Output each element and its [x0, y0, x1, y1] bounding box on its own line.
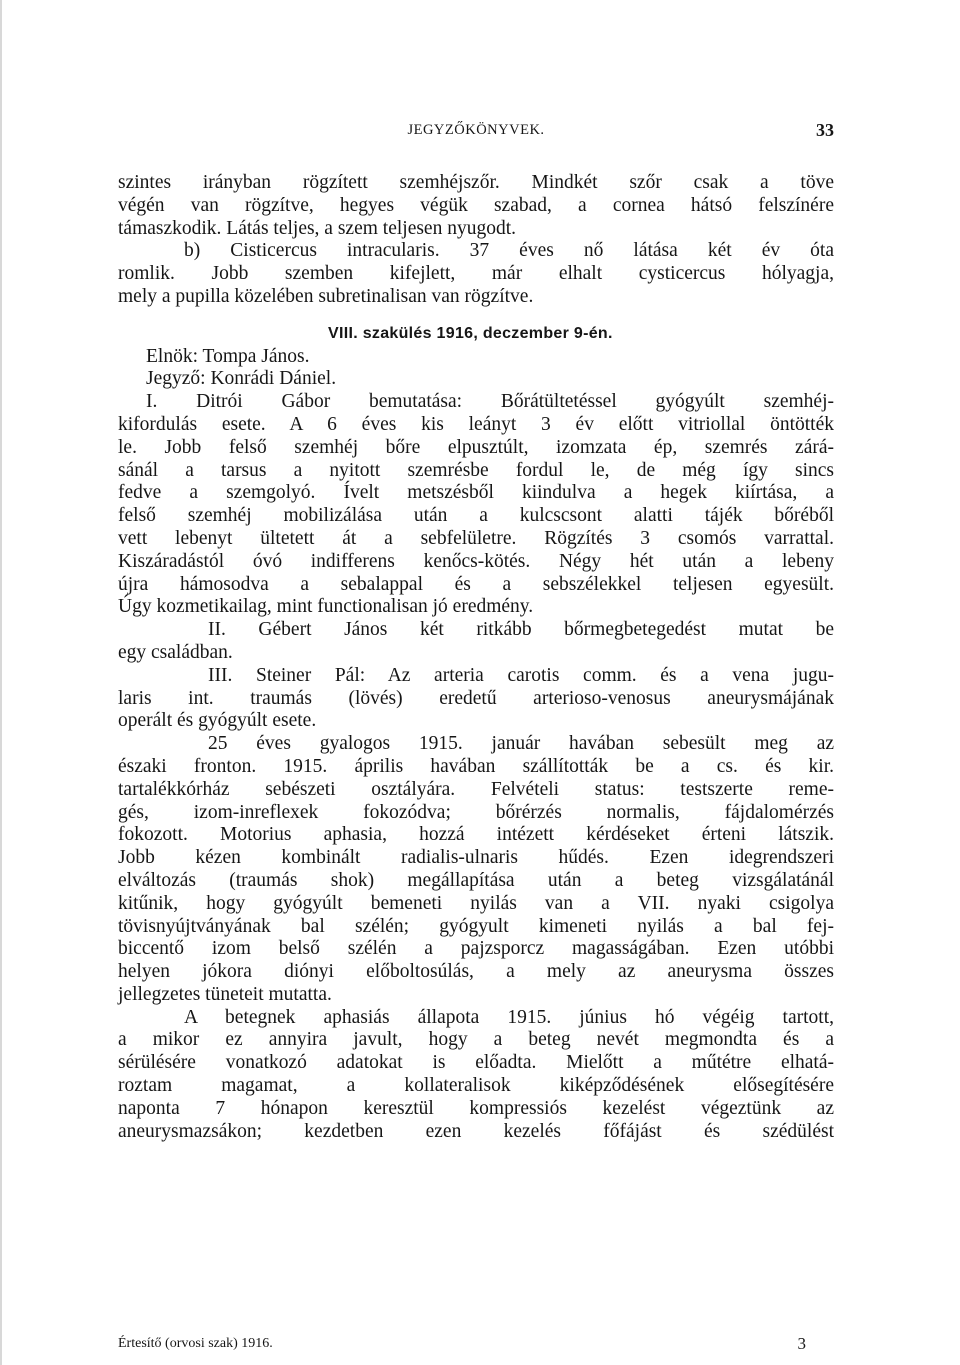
text-line: laris int. traumás (lövés) eredetű arterioso-venosus aneurysmájának — [118, 687, 834, 709]
text-line: támaszkodik. Látás teljes, a szem teljesen nyugodt. — [118, 217, 517, 239]
session-heading: VIII. szakülés 1916, deczember 9-én. — [328, 324, 613, 342]
page-number: 33 — [816, 120, 834, 140]
text-line: 25 éves gyalogos 1915. január havában sebesült meg az — [208, 733, 834, 755]
text-line: Kiszáradástól óvó indifferens kenőcs-kötés. Négy hét után a lebeny — [118, 550, 834, 572]
text-line: jellegzetes tüneteit mutatta. — [118, 983, 332, 1005]
running-title: JEGYZŐKÖNYVEK. — [407, 122, 545, 138]
text-line: újra hámosodva a sebalappal és a sebszélekkel teljesen egyesült. — [118, 573, 834, 595]
text-line: III. Steiner Pál: Az arteria carotis comm. és a vena jugu- — [208, 664, 834, 686]
text-line: tartalékkórház sebészeti osztályára. Felvételi status: testszerte reme- — [118, 778, 834, 800]
text-line: kifordulás esete. A 6 éves kis leányt 3 év előtt vitriollal öntötték — [118, 413, 834, 435]
text-line: I. Ditrói Gábor bemutatása: Bőrátültetéssel gyógyúlt szemhéj- — [146, 391, 834, 413]
page-header — [118, 122, 834, 144]
spacer — [118, 309, 834, 323]
text-line: vett lebenyt ültetett át a sebfelületre. Rögzítés 3 csomós varrattal. — [118, 527, 834, 549]
text-line: roztam magamat, a kollateralisok kiképződésének elősegítésére — [118, 1075, 834, 1097]
page-footer — [118, 1336, 834, 1358]
document-body — [118, 172, 834, 1143]
text-line: romlik. Jobb szemben kifejlett, már elhalt cysticercus hólyagja, — [118, 263, 834, 285]
text-line: gés, izom-inreflexek fokozódva; bőrérzés normalis, fájdalomérzés — [118, 801, 834, 823]
text-line: sánál a tarsus a nyitott szemrésbe fordul le, de még így sincs — [118, 459, 834, 481]
text-line: b) Cisticercus intracularis. 37 éves nő látása két év óta — [184, 240, 834, 262]
text-line: II. Gébert János két ritkább bőrmegbetegedést mutat be — [208, 619, 834, 641]
text-line: északi fronton. 1915. április havában szállították be a cs. és kir. — [118, 755, 834, 777]
text-line: helyen jókora diónyi előboltosúlás, a mely az aneurysma összes — [118, 961, 834, 983]
text-line: mely a pupilla közelében subretinalisan van rögzítve. — [118, 285, 534, 307]
text-line: felső szemhéj mobilizálása után a kulcscsont alatti tájék bőréből — [118, 505, 834, 527]
footer-note: Értesítő (orvosi szak) 1916. — [118, 1336, 273, 1351]
text-line: tövisnyújtványának bal szélén; gyógyult kimeneti nyilás a bal fej- — [118, 915, 834, 937]
text-line: le. Jobb felső szemhéj bőre elpusztúlt, izomzata ép, szemrés zárá- — [118, 436, 834, 458]
text-line: sérülésére vonatkozó adatokat is előadta. Mielőtt a műtétre elhatá- — [118, 1052, 834, 1074]
secretary-line: Jegyző: Konrádi Dániel. — [146, 368, 337, 390]
text-line: Jobb kézen kombinált radialis-ulnaris hűdés. Ezen idegrendszeri — [118, 847, 834, 869]
signature-mark: 3 — [797, 1334, 806, 1353]
text-line: fedve a szemgolyó. Ívelt metszésből kiindulva a hegek kiírtása, a — [118, 482, 834, 504]
text-line: operált és gyógyúlt esete. — [118, 710, 317, 732]
text-line: szintes irányban rögzített szemhéjszőr. Mindkét szőr csak a töve — [118, 172, 834, 193]
text-line: végén van rögzítve, hegyes végük szabad, a cornea hátsó felszínére — [118, 194, 834, 216]
text-line: biccentő izom belső szélén a pajzsporcz magasságában. Ezen utóbbi — [118, 938, 834, 960]
text-line: naponta 7 hónapon keresztül kompressiós kezelést végeztünk az — [118, 1097, 834, 1119]
text-line: fokozott. Motorius aphasia, hozzá intézett kérdéseket érteni látszik. — [118, 824, 834, 846]
chairman-line: Elnök: Tompa János. — [146, 345, 310, 367]
text-line: elváltozás (traumás shok) megállapítása után a beteg vizsgálatánál — [118, 869, 834, 891]
text-line: Úgy kozmetikailag, mint functionalisan jó eredmény. — [118, 596, 534, 618]
text-line: aneurysmazsákon; kezdetben ezen kezelés főfájást és szédülést — [118, 1120, 834, 1142]
text-line: A betegnek aphasiás állapota 1915. június hó végéig tartott, — [184, 1006, 834, 1028]
text-line: kitűnik, hogy gyógyúlt bemeneti nyilás van a VII. nyaki csigolya — [118, 892, 834, 914]
text-line: a mikor ez annyira javult, hogy a beteg nevét megmondta és a — [118, 1029, 834, 1051]
page-edge — [0, 0, 2, 1365]
text-line: egy családban. — [118, 641, 233, 663]
